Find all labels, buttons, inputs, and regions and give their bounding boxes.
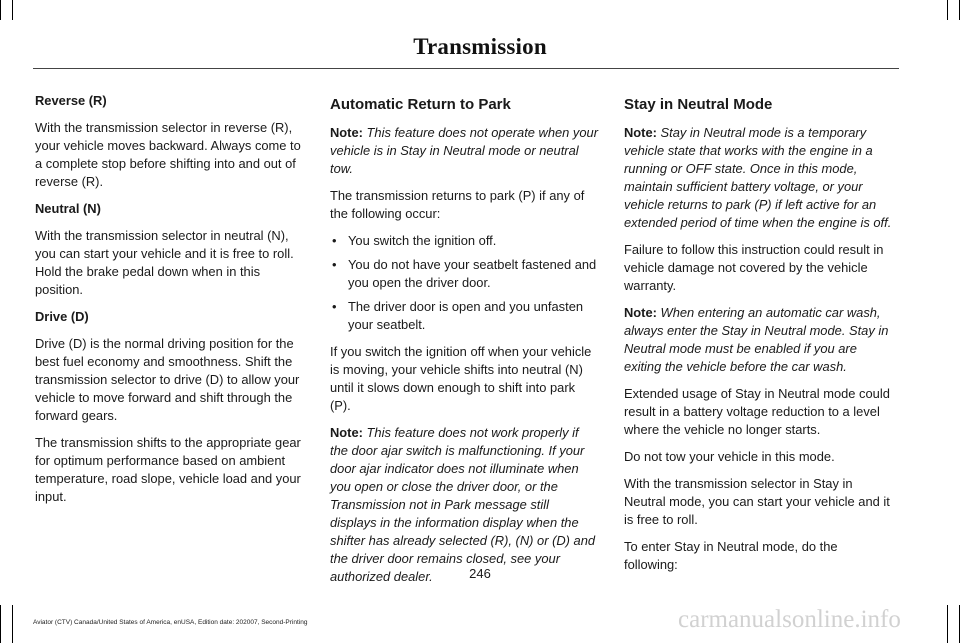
selector-text: With the transmission selector in Stay in Neutral mode, you can start your vehicle and it is free to roll.: [624, 476, 890, 527]
shift-text: The transmission shifts to the appropriate gear for optimum performance based on ambient temperature, road slope, vehicle load and your input.: [35, 435, 301, 504]
note-text: Stay in Neutral mode is a temporary vehicle state that works with the engine in a running or OFF state. Once in this mode, maintain sufficient battery voltage, or your vehicle returns to park (P) if left active for an extended period of time when the engine is off.: [624, 125, 892, 230]
enter-mode-text: To enter Stay in Neutral mode, do the following:: [624, 539, 838, 572]
note-paragraph: [624, 124, 892, 232]
conditions-list: [330, 232, 598, 334]
right-column: [624, 92, 892, 583]
crop-mark: [947, 0, 948, 20]
tow-warning-text: Do not tow your vehicle in this mode.: [624, 449, 835, 464]
drive-heading: Drive (D): [35, 309, 89, 324]
list-item: • You do not have your seatbelt fastened and you open the driver door.: [330, 256, 598, 292]
ignition-text: If you switch the ignition off when your vehicle is moving, your vehicle shifts into neutral (N) until it slows down enough to shift into park (P).: [330, 344, 592, 413]
list-item: • The driver door is open and you unfasten your seatbelt.: [330, 298, 598, 334]
reverse-text: With the transmission selector in reverse (R), your vehicle moves backward. Always come to a complete stop before shifting into and out of reverse (R).: [35, 120, 301, 189]
reverse-heading: Reverse (R): [35, 93, 107, 108]
note-label: Note:: [330, 425, 363, 440]
stay-neutral-heading: Stay in Neutral Mode: [624, 96, 773, 113]
watermark: carmanualsonline.info: [678, 606, 901, 633]
extended-usage-text: Extended usage of Stay in Neutral mode could result in a battery voltage reduction to a level where the vehicle no longer starts.: [624, 386, 890, 437]
note-label: Note:: [624, 125, 657, 140]
crop-mark: [0, 0, 1, 20]
list-item: • You switch the ignition off.: [330, 232, 598, 250]
intro-text: The transmission returns to park (P) if any of the following occur:: [330, 188, 585, 221]
note-paragraph: [624, 304, 892, 376]
page-number: 246: [469, 566, 491, 581]
auto-return-heading: Automatic Return to Park: [330, 96, 511, 113]
neutral-heading: Neutral (N): [35, 201, 101, 216]
crop-mark: [0, 605, 1, 643]
note-paragraph: [330, 424, 598, 586]
title-divider: [33, 68, 899, 69]
note-text: When entering an automatic car wash, always enter the Stay in Neutral mode. Stay in Neutral mode must be enabled if you are exiting the vehicle before the car wash.: [624, 305, 889, 374]
failure-text: Failure to follow this instruction could result in vehicle damage not covered by the vehicle warranty.: [624, 242, 884, 293]
page-title: Transmission: [413, 34, 547, 59]
edition-footer: Aviator (CTV) Canada/United States of America, enUSA, Edition date: 202007, Second-Printing: [33, 619, 308, 626]
note-text: This feature does not operate when your vehicle is in Stay in Neutral mode or neutral tow.: [330, 125, 599, 176]
crop-mark: [12, 605, 13, 643]
neutral-text: With the transmission selector in neutral (N), you can start your vehicle and it is free to roll. Hold the brake pedal down when in this position.: [35, 228, 294, 297]
crop-mark: [12, 0, 13, 20]
middle-column: [330, 92, 598, 595]
left-column: [35, 92, 303, 515]
note-label: Note:: [624, 305, 657, 320]
drive-text: Drive (D) is the normal driving position for the best fuel economy and smoothness. Shift the transmission selector to drive (D) to allow your vehicle to move forward and shift through the forward gears.: [35, 336, 300, 423]
note-text: This feature does not work properly if the door ajar switch is malfunctioning. If your door ajar indicator does not illuminate when you open or close the driver door, or the Transmission not in Park message still displays in the information display when the shifter has already selected (R), (N) or (D) and the driver door remains closed, see your authorized dealer.: [330, 425, 596, 584]
note-label: Note:: [330, 125, 363, 140]
crop-mark: [947, 605, 948, 643]
note-paragraph: [330, 124, 598, 178]
